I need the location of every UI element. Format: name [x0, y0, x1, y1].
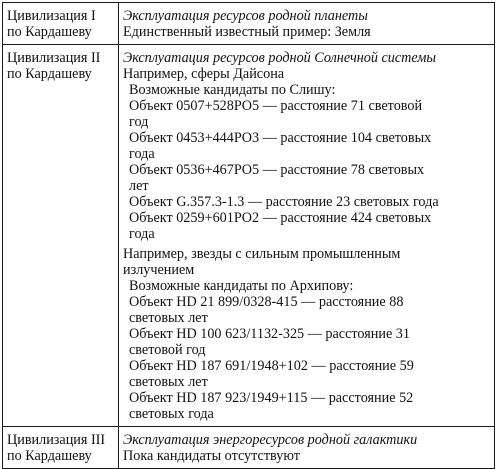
object-line-cont: световых лет — [129, 374, 208, 390]
example-line: Например, сферы Дайсона — [123, 66, 285, 82]
category-line: по Кардашеву — [7, 66, 92, 82]
row-heading: Эксплуатация энергоресурсов родной галактики — [123, 432, 418, 448]
category-cell — [3, 427, 119, 469]
example-line: излучением — [123, 262, 195, 278]
candidates-label: Возможные кандидаты по Слишу: — [129, 82, 336, 98]
category-cell — [3, 45, 119, 427]
object-line-cont: световых года — [129, 406, 214, 422]
object-line: Объект HD 187 923/1949+115 — расстояние 52 — [129, 390, 414, 406]
object-line: Объект HD 100 623/1132-325 — расстояние 31 — [129, 326, 410, 342]
table-row — [3, 3, 495, 45]
object-line: Объект 0259+601PO2 — расстояние 424 световых — [129, 210, 432, 226]
category-line: Цивилизация II — [7, 50, 101, 66]
category-line: по Кардашеву — [7, 24, 92, 40]
description-cell — [119, 3, 495, 45]
object-line: Объект 0453+444PO3 — расстояние 104 световых — [129, 130, 432, 146]
category-line: Цивилизация I — [7, 8, 96, 24]
row-note: Единственный известный пример: Земля — [123, 24, 371, 40]
category-cell — [3, 3, 119, 45]
row-heading: Эксплуатация ресурсов родной планеты — [123, 8, 368, 24]
object-line-cont: года — [129, 146, 155, 162]
object-line-cont: световой год — [129, 342, 206, 358]
object-line-cont: года — [129, 226, 155, 242]
kardashev-table — [2, 2, 495, 469]
object-line-cont: световых лет — [129, 310, 208, 326]
object-line: Объект HD 21 899/0328-415 — расстояние 88 — [129, 294, 404, 310]
candidates-label: Возможные кандидаты по Архипову: — [129, 278, 354, 294]
object-line: Объект 0536+467PO5 — расстояние 78 световых — [129, 162, 425, 178]
table-row — [3, 427, 495, 469]
description-cell — [119, 45, 495, 427]
table-row — [3, 45, 495, 427]
description-cell — [119, 427, 495, 469]
example-line: Например, звезды с сильным промышленным — [123, 246, 401, 262]
object-line-cont: лет — [129, 178, 149, 194]
category-line: Цивилизация III — [7, 432, 106, 448]
object-line: Объект G.357.3-1.3 — расстояние 23 световых года — [129, 194, 439, 210]
row-note: Пока кандидаты отсутствуют — [123, 448, 300, 464]
row-heading: Эксплуатация ресурсов родной Солнечной системы — [123, 50, 437, 66]
object-line: Объект 0507+528PO5 — расстояние 71 световой — [129, 98, 423, 114]
object-line: Объект HD 187 691/1948+102 — расстояние 59 — [129, 358, 414, 374]
object-line-cont: год — [129, 114, 149, 130]
category-line: по Кардашеву — [7, 448, 92, 464]
